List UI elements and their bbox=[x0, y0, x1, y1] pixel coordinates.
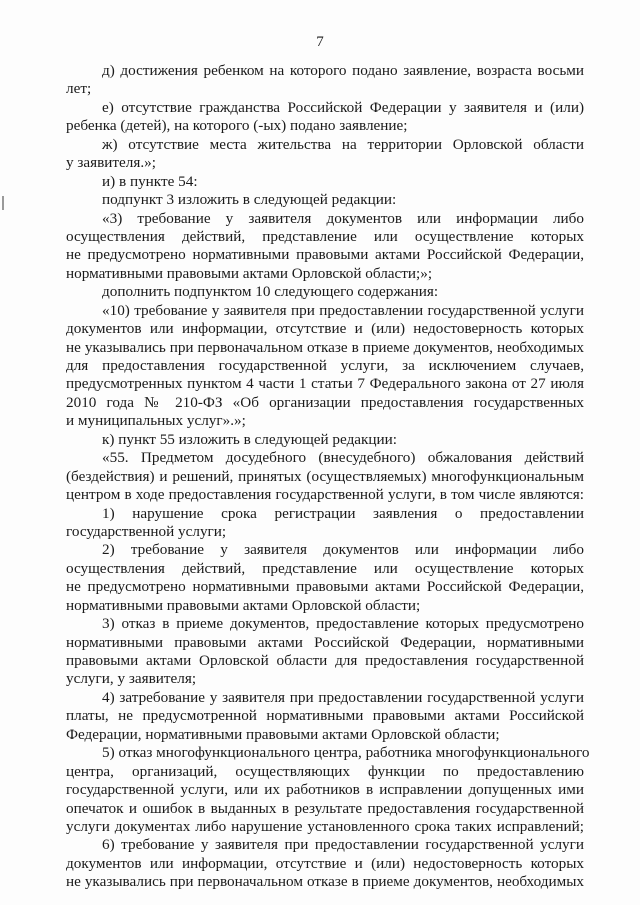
margin-mark bbox=[2, 196, 4, 210]
text-line: е) отсутствие гражданства Российской Федерации у заявителя и (или) bbox=[102, 98, 584, 116]
text-line: платы, не предусмотренной нормативными правовыми актами Российской bbox=[66, 707, 584, 725]
text-line: «3) требование у заявителя документов или информации либо bbox=[102, 209, 584, 227]
text-line: «55. Предметом досудебного (внесудебного) обжалования действий bbox=[102, 449, 584, 467]
text-line: Федерации, нормативными правовыми актами Орловской области; bbox=[66, 725, 500, 743]
text-line: дополнить подпунктом 10 следующего содержания: bbox=[102, 283, 439, 301]
text-line: и) в пункте 54: bbox=[102, 172, 198, 190]
text-line: государственной услуги; bbox=[66, 522, 227, 540]
text-line: центром в ходе предоставления государственной услуги, в том числе являются: bbox=[66, 486, 584, 504]
page-number: 7 bbox=[316, 34, 324, 50]
text-line: центра, организаций, осуществляющих функции по предоставлению bbox=[66, 762, 584, 780]
text-line: 2010 года № 210-ФЗ «Об организации предоставления государственных bbox=[66, 393, 584, 411]
text-line: предусмотренных пунктом 4 части 1 статьи 7 Федерального закона от 27 июля bbox=[66, 375, 584, 393]
text-line: документов или информации, отсутствие и (или) недостоверность которых bbox=[66, 320, 584, 338]
text-line: ребенка (детей), на которого (-ых) подано заявление; bbox=[66, 117, 408, 135]
text-line: государственной услуги, или их работников в исправлении допущенных ими bbox=[66, 781, 584, 799]
text-line: документов или информации, отсутствие и (или) недостоверность которых bbox=[66, 854, 584, 872]
text-line: 5) отказ многофункционального центра, работника многофункционального bbox=[102, 744, 590, 762]
text-line: 6) требование у заявителя при предоставлении государственной услуги bbox=[102, 836, 584, 854]
text-line: лет; bbox=[66, 80, 92, 98]
text-line: 3) отказ в приеме документов, предоставление которых предусмотрено bbox=[102, 615, 584, 633]
text-line: ж) отсутствие места жительства на территории Орловской области bbox=[102, 135, 584, 153]
text-line: у заявителя.»; bbox=[66, 154, 156, 172]
text-line: услуги, у заявителя; bbox=[66, 670, 197, 688]
text-line: 4) затребование у заявителя при предоставлении государственной услуги bbox=[102, 688, 584, 706]
text-line: не предусмотрено нормативными правовыми актами Российской Федерации, bbox=[66, 578, 584, 596]
text-line: осуществления действий, представление или осуществление которых bbox=[66, 559, 584, 577]
text-line: (бездействия) и решений, принятых (осуществляемых) многофункциональным bbox=[66, 467, 584, 485]
text-line: нормативными правовыми актами Орловской области;»; bbox=[66, 264, 433, 282]
text-line: 1) нарушение срока регистрации заявления о предоставлении bbox=[102, 504, 584, 522]
text-line: нормативными правовыми актами Российской Федерации, нормативными bbox=[66, 633, 584, 651]
text-line: опечаток и ошибок в выданных в результате предоставления государственной bbox=[66, 799, 584, 817]
text-line: д) достижения ребенком на которого подано заявление, возраста восьми bbox=[102, 62, 584, 79]
text-line: подпункт 3 изложить в следующей редакции: bbox=[102, 191, 397, 209]
text-line: для предоставления государственной услуги, за исключением случаев, bbox=[66, 357, 584, 374]
text-line: 2) требование у заявителя документов или информации либо bbox=[102, 541, 584, 559]
document-body bbox=[66, 62, 590, 892]
text-line: не указывались при первоначальном отказе в приеме документов, необходимых bbox=[66, 338, 584, 356]
text-line: нормативными правовыми актами Орловской области; bbox=[66, 596, 421, 614]
text-line: правовыми актами Орловской области для предоставления государственной bbox=[66, 652, 584, 669]
text-line: к) пункт 55 изложить в следующей редакции: bbox=[102, 430, 398, 448]
text-line: услуги документах либо нарушение установленного срока таких исправлений; bbox=[66, 817, 584, 835]
text-line: осуществления действий, представление или осуществление которых bbox=[66, 227, 584, 245]
text-line: не предусмотрено нормативными правовыми актами Российской Федерации, bbox=[66, 246, 584, 264]
text-line: «10) требование у заявителя при предоставлении государственной услуги bbox=[102, 301, 584, 319]
text-line: и муниципальных услуг».»; bbox=[66, 412, 246, 430]
text-line: не указывались при первоначальном отказе в приеме документов, необходимых bbox=[66, 873, 584, 891]
